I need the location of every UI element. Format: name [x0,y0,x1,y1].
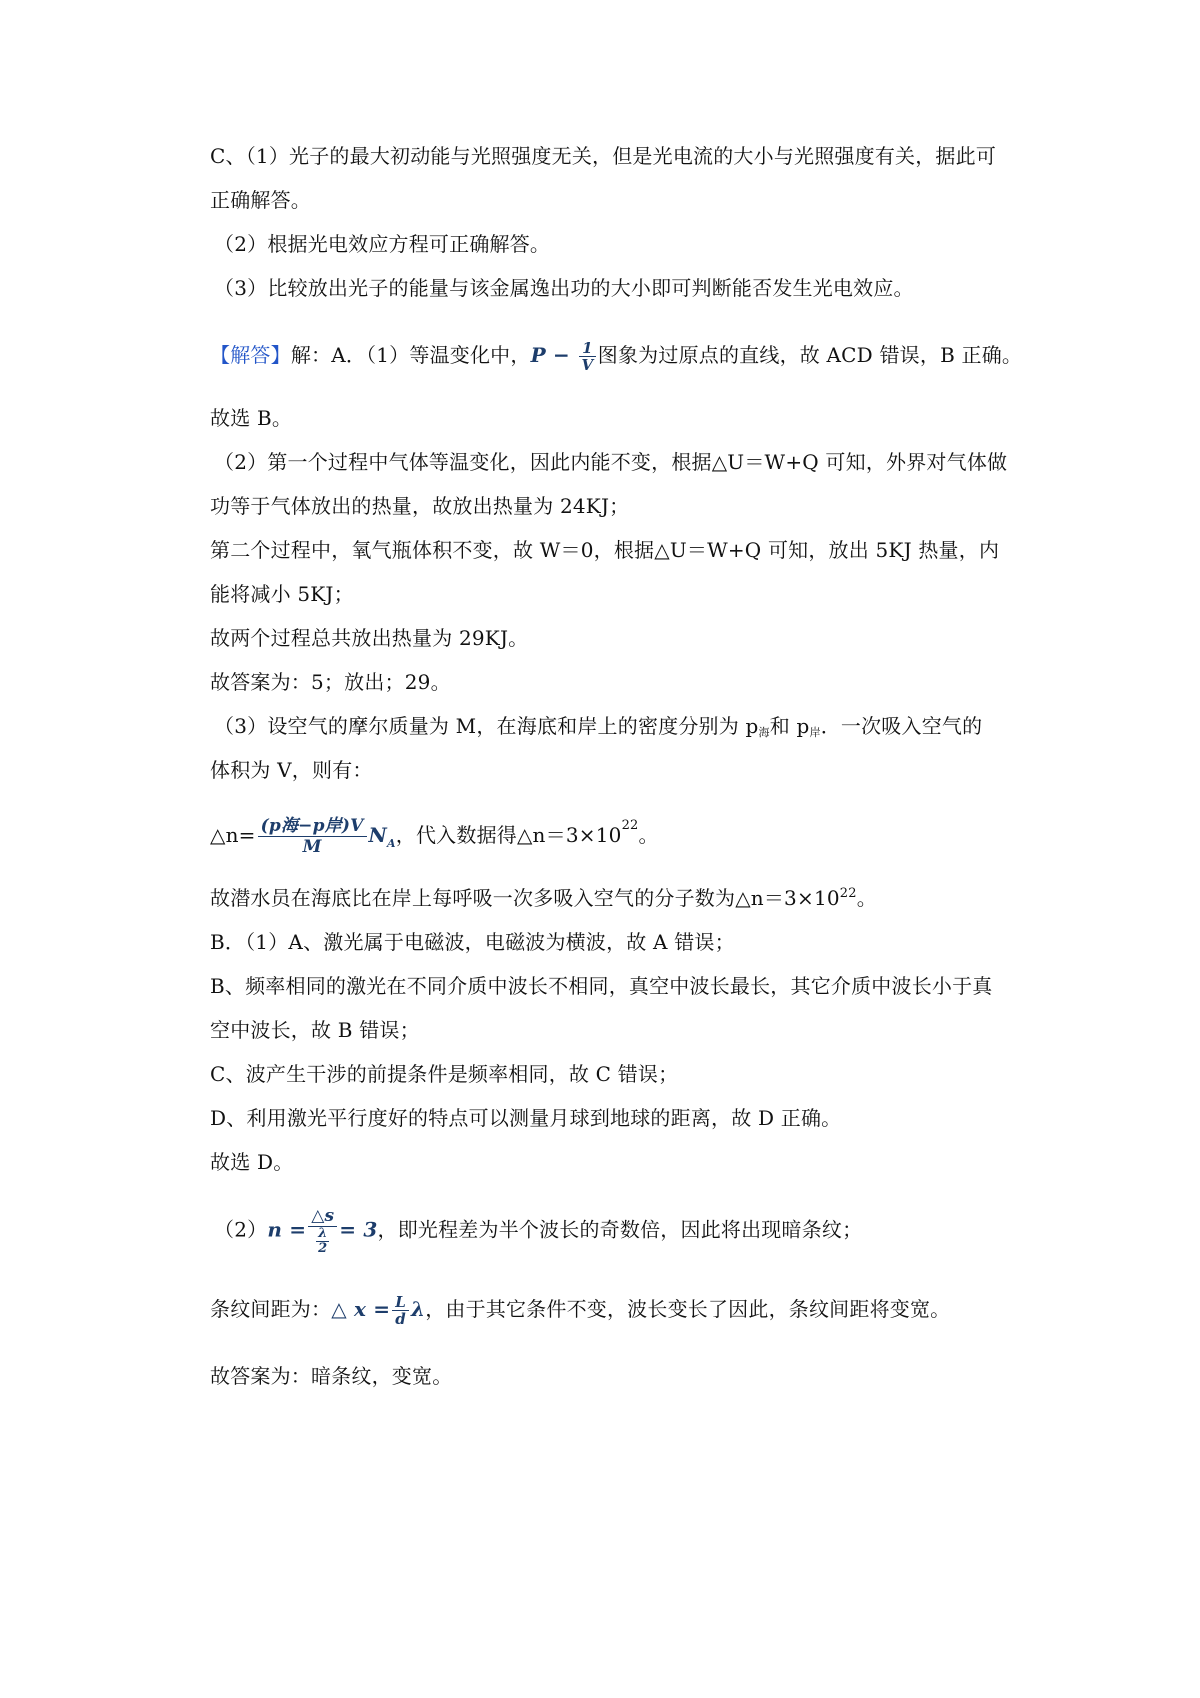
text-line: D、利用激光平行度好的特点可以测量月球到地球的距离，故 D 正确。 [210,1106,842,1130]
text-span: 。 [638,823,659,847]
text-span: 解：A．（1）等温变化中， [290,343,531,367]
fraction-denominator: V [581,356,594,374]
formula-fraction-l-over-d [392,1294,409,1327]
exponent: 22 [839,886,857,901]
formula-minus: − [545,343,578,367]
text-line: 第二个过程中，氧气瓶体积不变，故 W＝0，根据△U＝W+Q 可知，放出 5KJ 热量，内 [210,538,1000,562]
text-span: 图象为过原点的直线，故 ACD 错误，B 正确。 [597,343,1023,367]
exponent: 22 [621,818,639,833]
fraction-denominator: d [395,1310,406,1328]
fraction-denominator: $\frac{\lambda}{2}$ [318,1226,328,1256]
text-line [210,884,877,912]
text-span: 和 p [769,714,810,738]
formula-equals-3: = 3 [339,1217,378,1242]
text-line: 故选 D。 [210,1150,294,1174]
fraction-numerator: 1 [579,340,596,357]
subscript-sea: 海 [758,726,770,739]
text-span: ，即光程差为半个波长的奇数倍，因此将出现暗条纹； [377,1217,863,1242]
text-line: 空中波长，故 B 错误； [210,1018,420,1042]
text-line [214,712,982,744]
text-line: 体积为 V，则有： [210,758,373,782]
text-span: 。 [856,886,877,910]
text-line: 故选 B。 [210,406,293,430]
formula-fraction-density [258,816,367,857]
text-span: （2） [214,1217,268,1242]
text-line: 正确解答。 [210,188,311,212]
formula-fraction-path-diff [308,1206,337,1256]
text-line: B．（1）A、激光属于电磁波，电磁波为横波，故 A 错误； [210,930,735,954]
fraction-denominator: M [302,837,322,857]
text-line: 故答案为：5；放出；29。 [210,670,451,694]
formula-line-spacing [210,1294,950,1327]
formula-fraction-1-over-v [579,340,596,373]
formula-line-delta-n [210,816,659,857]
answer-tag: 【解答】 [210,343,291,367]
text-line: （3）比较放出光子的能量与该金属逸出功的大小即可判断能否发生光电效应。 [214,276,914,300]
formula-lambda: λ [410,1297,426,1321]
fraction-numerator: △s [308,1206,337,1227]
formula-p: P [530,343,546,367]
formula-delta-x: △ x = [331,1297,391,1321]
text-line: C、波产生干涉的前提条件是频率相同，故 C 错误； [210,1062,679,1086]
formula-line-n [214,1206,862,1256]
text-line: 功等于气体放出的热量，故放出热量为 24KJ； [210,494,630,518]
text-span: ．一次吸入空气的 [820,714,983,738]
text-span: ，代入数据得△n＝3×10 [395,823,622,847]
text-span: ，由于其它条件不变，波长变长了因此，条纹间距将变宽。 [425,1297,951,1321]
text-span: 故潜水员在海底比在岸上每呼吸一次多吸入空气的分子数为△n＝3×10 [210,886,840,910]
fraction-numerator: (p海−p岸)V [258,816,367,837]
formula-n: n = [267,1217,307,1242]
formula-avogadro: $N_A$ [368,823,396,850]
text-span: △n= [210,823,256,847]
text-line: B、频率相同的激光在不同介质中波长不相同，真空中波长最长，其它介质中波长小于真 [210,974,993,998]
subscript-shore: 岸 [809,726,821,739]
text-span: 条纹间距为： [210,1297,332,1321]
text-line: （2）根据光电效应方程可正确解答。 [214,232,551,256]
fraction-numerator: L [392,1294,409,1311]
text-line: 故答案为：暗条纹，变宽。 [210,1364,453,1388]
text-line: 故两个过程总共放出热量为 29KJ。 [210,626,529,650]
text-line: （2）第一个过程中气体等温变化，因此内能不变，根据△U＝W+Q 可知，外界对气体做 [214,450,1008,474]
text-line: C、（1）光子的最大初动能与光照强度无关，但是光电流的大小与光照强度有关，据此可 [210,144,997,168]
answer-heading-line [210,340,1022,373]
text-span: （3）设空气的摩尔质量为 M，在海底和岸上的密度分别为 p [214,714,759,738]
text-line: 能将减小 5KJ； [210,582,354,606]
